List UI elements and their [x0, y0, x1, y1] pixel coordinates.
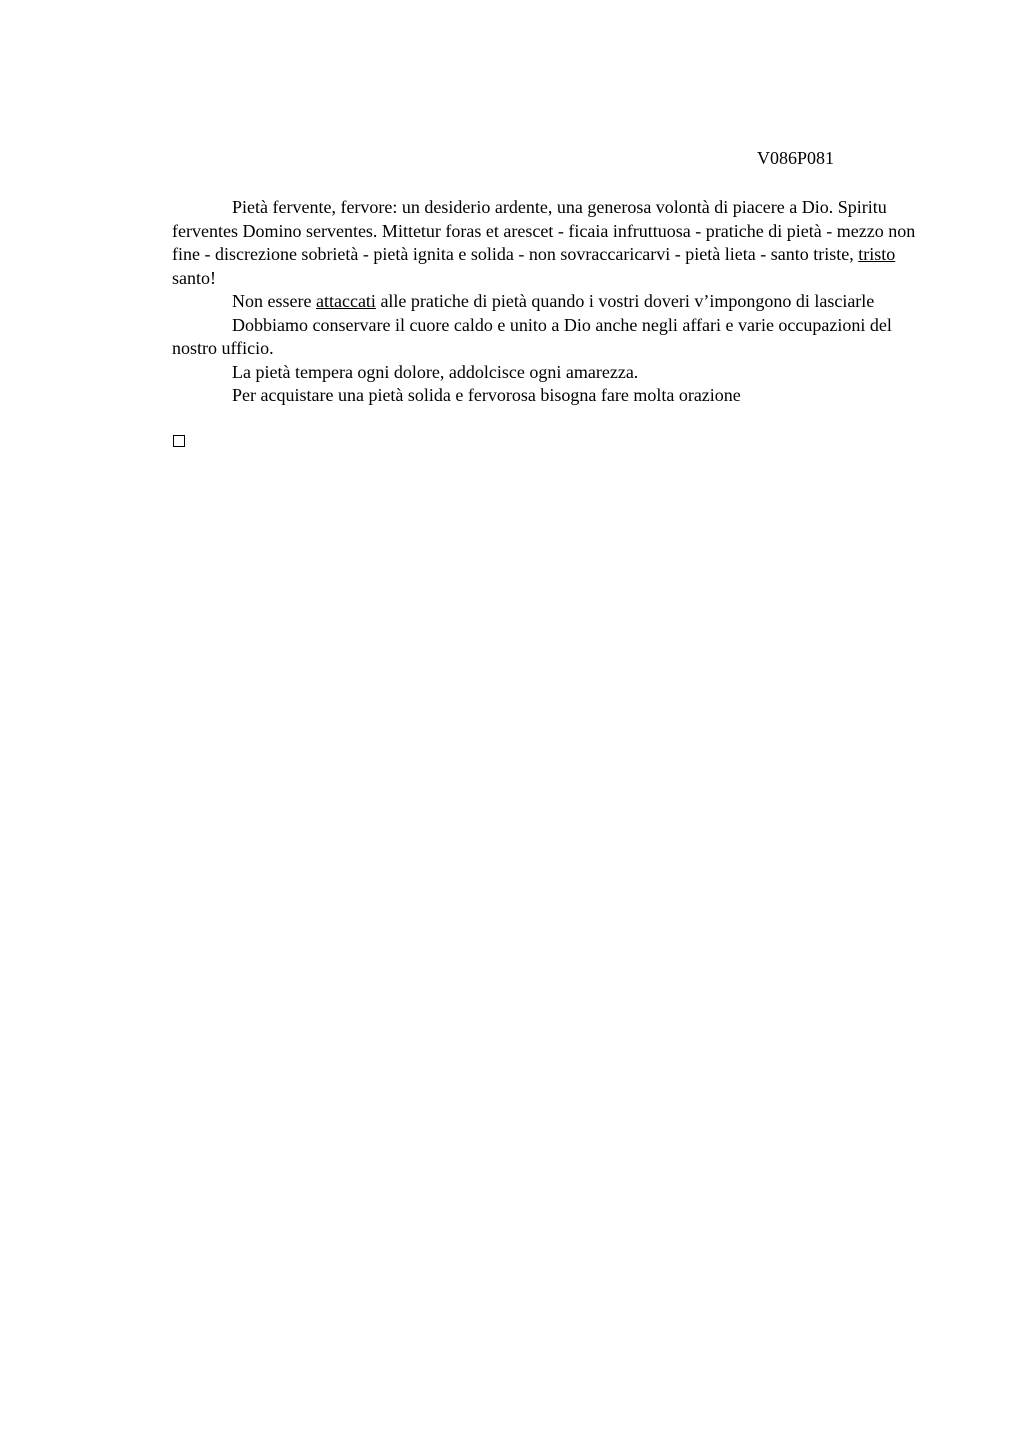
paragraph-text: santo!	[172, 267, 216, 288]
underlined-word: tristo	[858, 244, 896, 264]
paragraph-cuore: Dobbiamo conservare il cuore caldo e unito a Dio anche negli affari e varie occupazioni del nostro ufficio.	[172, 314, 892, 358]
paragraph-fervore	[172, 196, 932, 290]
underlined-word: attaccati	[315, 291, 376, 311]
paragraph-text: alle pratiche di pietà quando i vostri doveri v’impongono di lasciarle	[375, 291, 875, 311]
paragraph-dolore: La pietà tempera ogni dolore, addolcisce ogni amarezza.	[232, 361, 639, 382]
paragraph-text: Non essere	[232, 291, 316, 311]
page-code: V086P081	[757, 148, 835, 168]
paragraph-attaccati	[172, 290, 932, 314]
document-body	[172, 196, 932, 408]
empty-square-icon	[173, 435, 185, 447]
paragraph-orazione: Per acquistare una pietà solida e fervorosa bisogna fare molta orazione	[232, 385, 741, 405]
paragraph-text: Pietà fervente, fervore: un desiderio ardente, una generosa volontà di piacere a Dio. Spiritu ferventes Domino serventes. Mittetur foras et arescet - ficaia infruttuosa - pratiche di pietà - mezzo non fine - discrezione sobrietà - pietà ignita e solida - non sovraccaricarvi - pietà lieta - santo triste,	[172, 197, 916, 264]
